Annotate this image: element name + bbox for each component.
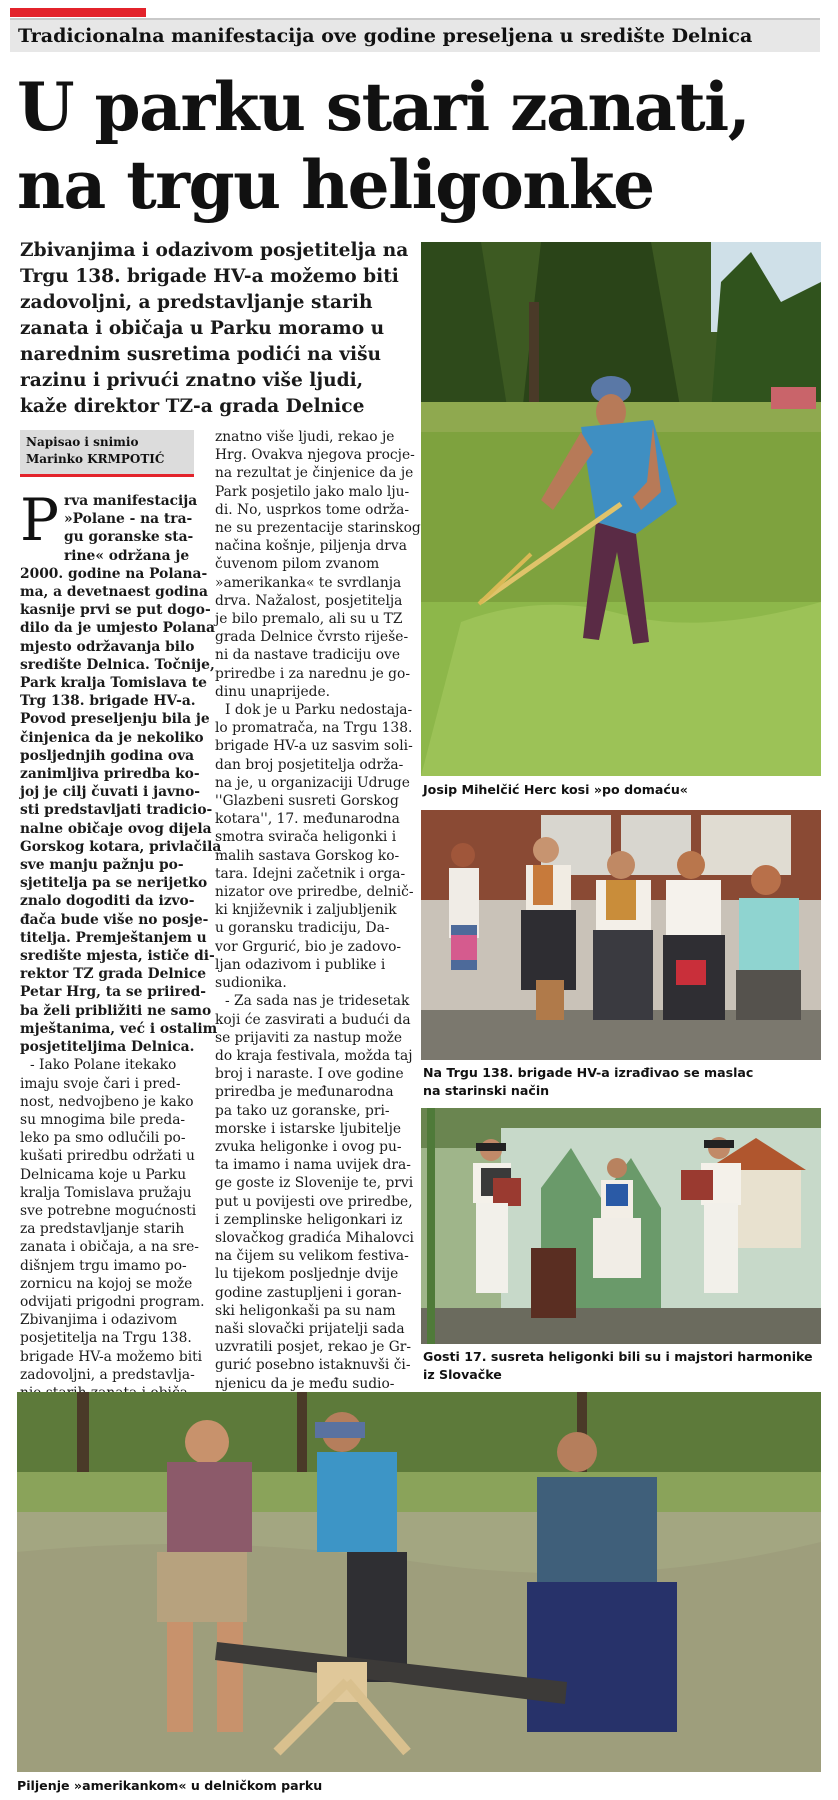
body-line: se prijaviti za nastup može	[215, 1029, 403, 1046]
body-line: nalne običaje ovog dijela	[20, 820, 212, 837]
body-line: Hrg. Ovakva njegova procje-	[215, 447, 415, 464]
caption-line-1: Gosti 17. susreta heligonki bili su i majstori harmonike	[423, 1349, 813, 1364]
body-line: ma, a devetnaest godina	[20, 584, 208, 601]
headline-line-2: na trgu heligonke	[17, 146, 654, 224]
body-line: drva. Nažalost, posjetitelja	[215, 592, 403, 609]
body-line: znalo dogoditi da izvo-	[20, 893, 195, 910]
body-line: 2000. godine na Polana-	[20, 565, 208, 582]
body-line: Delnicama koje u Parku	[20, 1166, 187, 1183]
body-line: do kraja festivala, možda taj	[215, 1047, 413, 1064]
body-line: u goransku tradiciju, Da-	[215, 920, 390, 937]
body-line: na čijem su velikom festiva-	[215, 1248, 409, 1265]
lead-line: kaže direktor TZ-a grada Delnice	[20, 396, 365, 417]
body-line: kušati priredbu održati u	[20, 1148, 195, 1165]
photo-mowing-caption	[423, 781, 688, 799]
lead-paragraph	[20, 238, 412, 420]
body-line: nizator ove priredbe, delnič-	[215, 884, 414, 901]
body-line: kasnije prvi se put dogo-	[20, 602, 211, 619]
photo-harmonica-players	[421, 1108, 821, 1344]
body-line: ''Glazbeni susreti Gorskog	[215, 793, 399, 810]
body-column-2	[215, 428, 421, 1466]
body-line: rektor TZ grada Delnice	[20, 966, 207, 983]
body-line: posljednjih godina ova	[20, 747, 195, 764]
body-line: imaju svoje čari i pred-	[20, 1075, 181, 1092]
body-line: posjetiteljima Delnica.	[20, 1039, 195, 1056]
body-line: zanata i običaja, a na sre-	[20, 1239, 199, 1256]
photo-butter-image	[421, 810, 821, 1060]
body-line: ljan odazivom i publike i	[215, 956, 386, 973]
body-line: zadovoljni, a predstavlja-	[20, 1366, 195, 1383]
body-line: uzvratili posjet, rekao je Gr-	[215, 1339, 412, 1356]
photo-sawing	[17, 1392, 821, 1772]
caption-text: Josip Mihelčić Herc kosi »po domaću«	[423, 782, 688, 797]
body-line: slovačkog gradića Mihalovci	[215, 1229, 414, 1246]
body-line: mještanima, već i ostalim	[20, 1020, 218, 1037]
body-line: rine« održana je	[64, 547, 190, 564]
body-column-1	[20, 486, 222, 1457]
body-line: titelja. Premještanjem u	[20, 929, 207, 946]
body-line: grada Delnice čvrsto riješe-	[215, 629, 409, 646]
body-line: ta imamo i nama uvijek dra-	[215, 1157, 411, 1174]
body-line: kralja Tomislava pružaju	[20, 1184, 192, 1201]
body-line: posjetitelja na Trgu 138.	[20, 1330, 192, 1347]
body-line: na je, u organizaciji Udruge	[215, 774, 410, 791]
body-line: lo promatrača, na Trgu 138.	[215, 720, 413, 737]
byline-credit: Napisao i snimio	[26, 435, 139, 449]
body-line: put u povijesti ove priredbe,	[215, 1193, 413, 1210]
body-line: Park kralja Tomislava te	[20, 675, 207, 692]
body-line: zvuka heligonke i ovog pu-	[215, 1138, 402, 1155]
body-line: leko pa smo odlučili po-	[20, 1130, 186, 1147]
body-line: vor Grgurić, bio je zadovo-	[215, 938, 402, 955]
body-line: odvijati prigodni program.	[20, 1293, 205, 1310]
body-line: - Iako Polane itekako	[30, 1057, 177, 1074]
body-line: njenicu da je među sudio-	[215, 1375, 395, 1392]
body-line: Trg 138. brigade HV-a.	[20, 693, 196, 710]
kicker-text: Tradicionalna manifestacija ove godine preseljena u središte Delnica	[18, 25, 753, 47]
headline-line-1: U parku stari zanati,	[17, 68, 750, 146]
body-line: tara. Idejni začetnik i orga-	[215, 865, 406, 882]
body-line: ge goste iz Slovenije te, prvi	[215, 1175, 414, 1192]
body-line: koji će zasvirati a budući da	[215, 1011, 411, 1028]
body-line: dilo da je umjesto Polana	[20, 620, 216, 637]
body-line: mjesto održavanja bilo	[20, 638, 195, 655]
caption-line-1: Na Trgu 138. brigade HV-a izrađivao se maslac	[423, 1065, 754, 1080]
body-line: Gorskog kotara, privlačila	[20, 838, 222, 855]
body-line: đača bude više no posje-	[20, 911, 209, 928]
body-line: nost, nedvojbeno je kako	[20, 1093, 194, 1110]
body-line: ba želi približiti ne samo	[20, 1002, 212, 1019]
lead-line: narednim susretima podići na višu	[20, 344, 382, 365]
body-line: činjenica da je nekoliko	[20, 729, 204, 746]
kicker-banner	[10, 18, 820, 52]
body-line: naši slovački prijatelji sada	[215, 1320, 405, 1337]
body-line: gurić posebno istaknuvši či-	[215, 1357, 411, 1374]
body-line: zornicu na kojoj se može	[20, 1275, 193, 1292]
body-line: rva manifestacija	[64, 493, 198, 509]
body-line: zanimljiva priredba ko-	[20, 766, 200, 783]
body-line: sve potrebne mogućnosti	[20, 1202, 197, 1219]
photo-mowing	[421, 242, 821, 776]
body-line: su mnogima bile preda-	[20, 1111, 186, 1128]
photo-mowing-image	[421, 242, 821, 776]
photo-harmonica-caption	[423, 1348, 813, 1384]
body-line: sudionika.	[215, 975, 287, 992]
body-line: ki književnik i zaljubljenik	[215, 902, 397, 919]
body-line: Petar Hrg, ta se priired-	[20, 984, 207, 1001]
lead-line: razinu i privući znatno više ljudi,	[20, 370, 364, 391]
photo-sawing-caption	[17, 1777, 322, 1795]
section-accent-bar	[10, 8, 146, 17]
body-line: ne su prezentacije starinskog	[215, 520, 421, 537]
body-line: sve manju pažnju po-	[20, 857, 184, 874]
body-line: brigade HV-a možemo biti	[20, 1348, 203, 1365]
body-line: pa tako uz goranske, pri-	[215, 1102, 390, 1119]
drop-cap: P	[20, 486, 60, 554]
body-line: I dok je u Parku nedostaja-	[225, 702, 413, 719]
body-line: priredbe i za narednu je go-	[215, 665, 410, 682]
lead-line: Trgu 138. brigade HV-a možemo biti	[20, 266, 399, 287]
body-line: Povod preseljenju bila je	[20, 711, 210, 728]
body-line: znatno više ljudi, rekao je	[215, 429, 395, 445]
lead-line: zanata i običaja u Parku moramo u	[20, 318, 385, 339]
body-line: sjetitelja pa se nerijetko	[20, 875, 208, 892]
byline-author: Marinko KRMPOTIĆ	[26, 452, 165, 466]
photo-butter-caption	[423, 1064, 753, 1100]
body-line: sti predstavljati tradicio-	[20, 802, 213, 819]
lead-line: zadovoljni, a predstavljanje starih	[20, 292, 373, 313]
body-line: dan broj posjetitelja održa-	[215, 756, 404, 773]
body-line: malih sastava Gorskog ko-	[215, 847, 400, 864]
body-line: - Za sada nas je tridesetak	[225, 993, 410, 1010]
body-line: »Polane - na tra-	[64, 511, 193, 528]
body-line: brigade HV-a uz sasvim soli-	[215, 738, 413, 755]
body-line: načina košnje, piljenja drva	[215, 538, 407, 555]
caption-text: Piljenje »amerikankom« u delničkom parku	[17, 1778, 323, 1793]
body-line: na rezultat je činjenice da je	[215, 465, 414, 482]
body-line: Zbivanjima i odazivom	[20, 1312, 178, 1329]
body-line: gu goranske sta-	[64, 529, 194, 546]
body-line: smotra svirača heligonki i	[215, 829, 397, 846]
body-line: priredba je međunarodna	[215, 1084, 394, 1101]
headline	[17, 68, 817, 224]
body-line: ski heligonkaši pa su nam	[215, 1302, 396, 1319]
body-line: godine zastupljeni i goran-	[215, 1284, 402, 1301]
body-line: kotara'', 17. međunarodna	[215, 811, 400, 828]
body-line: središte mjesta, ističe di-	[20, 948, 215, 965]
lead-line: Zbivanjima i odazivom posjetitelja na	[20, 240, 409, 261]
body-line: središte Delnica. Točnije,	[20, 656, 215, 673]
byline	[20, 430, 194, 474]
body-line: joj je cilj čuvati i javno-	[20, 784, 200, 801]
body-line: »amerikanka« te svrdlanja	[215, 574, 402, 591]
body-line: čuvenom pilom zvanom	[215, 556, 380, 573]
body-line: morske i istarske ljubitelje	[215, 1120, 402, 1137]
photo-harmonica-image	[421, 1108, 821, 1344]
byline-underline	[20, 474, 194, 477]
body-line: broj i naraste. I ove godine	[215, 1066, 404, 1083]
body-line: dinu unaprijede.	[215, 683, 331, 700]
body-line: lu tijekom posljednje dvije	[215, 1266, 399, 1283]
body-line: di. No, usprkos tome održa-	[215, 501, 410, 518]
body-line: i zemplinske heligonkari iz	[215, 1211, 403, 1228]
photo-butter-making	[421, 810, 821, 1060]
body-line: dišnjem trgu imamo po-	[20, 1257, 187, 1274]
caption-line-2: na starinski način	[423, 1083, 550, 1098]
body-line: Park posjetilo jako malo lju-	[215, 483, 410, 500]
photo-sawing-image	[17, 1392, 821, 1772]
body-line: ni da nastave tradiciju ove	[215, 647, 400, 664]
body-line: je bilo premalo, ali su u TZ	[215, 611, 403, 628]
caption-line-2: iz Slovačke	[423, 1367, 502, 1382]
body-line: za predstavljanje starih	[20, 1221, 185, 1238]
